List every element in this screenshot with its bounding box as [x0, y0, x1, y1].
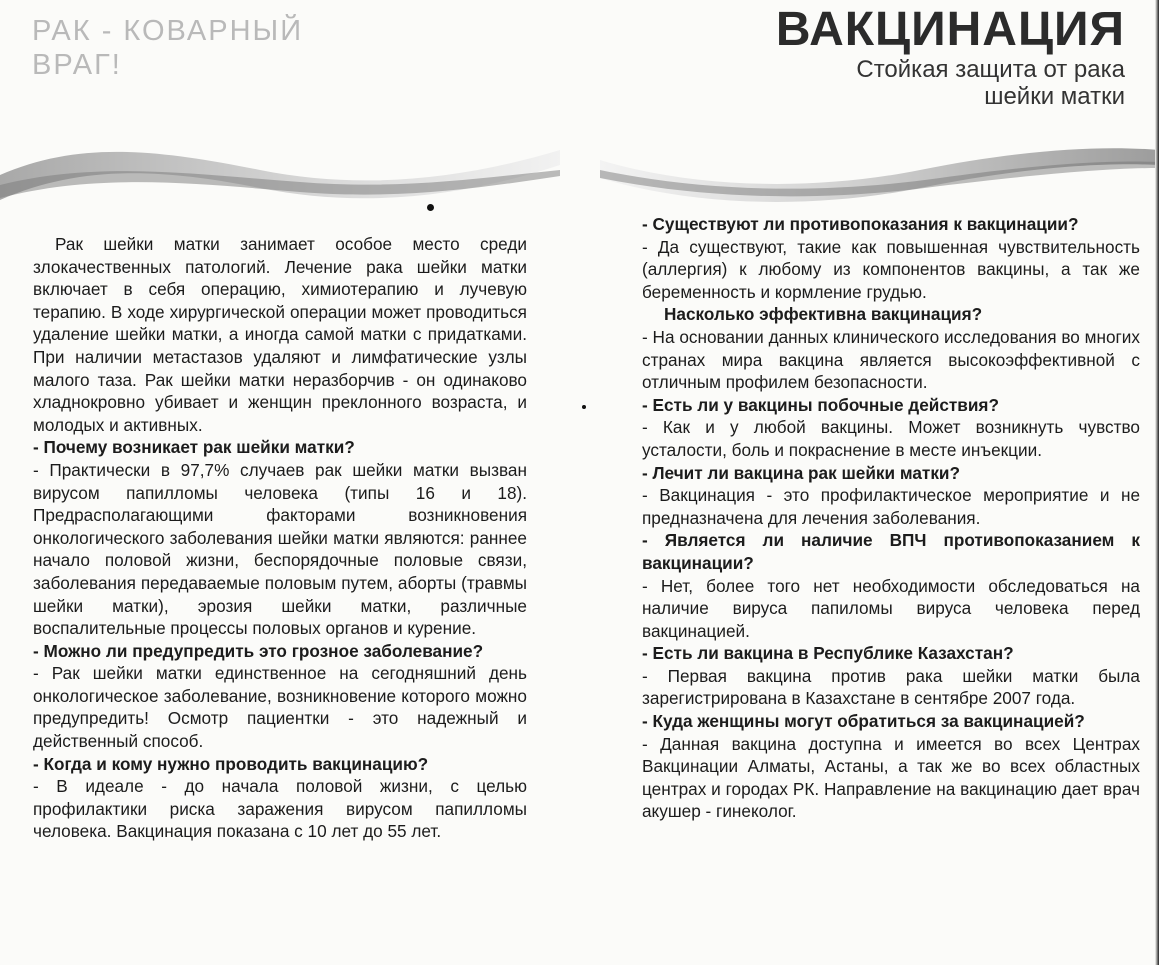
left-question-2: - Можно ли предупредить это грозное заболевание?	[33, 640, 484, 661]
left-answer-3: - В идеале - до начала половой жизни, с целью профилактики риска заражения вирусом папилломы человека. Вакцинация показана с 10 лет до 55 лет.	[33, 776, 527, 842]
right-question-1: - Существуют ли противопоказания к вакцинации?	[642, 214, 1079, 234]
right-answer-7: - Данная вакцина доступна и имеется во всех Центрах Вакцинации Алматы, Астаны, а так же во всех областных центрах и городах РК. Направление на вакцинацию дает врач акушер - гинеколог.	[642, 733, 1140, 822]
subtitle-line1: Стойкая защита от рака	[856, 56, 1125, 83]
scan-speck	[427, 204, 434, 211]
right-question-2: Насколько эффективна вакцинация?	[664, 304, 983, 325]
left-answer-2: - Рак шейки матки единственное на сегодняшний день онкологическое заболевание, возникновение которого можно предупредить! Осмотр пациентки - это надежный и действенный способ.	[33, 663, 527, 752]
right-page-subtitle	[856, 56, 1125, 110]
right-question-5: - Является ли наличие ВПЧ противопоказанием к вакцинации?	[642, 530, 1140, 573]
left-title-line2: ВРАГ!	[32, 49, 122, 81]
right-wave-decoration	[600, 120, 1159, 220]
right-answer-1: - Да существуют, такие как повышенная чувствительность (аллергия) к любому из компонентов вакцины, а так же беременность и кормление грудью.	[642, 236, 1140, 302]
scan-speck	[582, 405, 586, 409]
left-page	[0, 0, 560, 965]
right-question-6: - Есть ли вакцина в Республике Казахстан?	[642, 643, 1014, 664]
left-question-3: - Когда и кому нужно проводить вакцинацию?	[33, 753, 429, 774]
left-answer-1: - Практически в 97,7% случаев рак шейки матки вызван вирусом папилломы человека (типы 16 и 18). Предрасполагающими факторами возникновения онкологического заболевания шейки матки являются: раннее начало половой жизни, беспорядочные половые связи, заболевания передаваемые половым путем, аборты (травмы шейки матки), эрозия шейки матки, различные воспалительные процессы половых органов и курение.	[33, 459, 527, 639]
left-wave-decoration	[0, 120, 560, 220]
right-page-title: ВАКЦИНАЦИЯ	[775, 3, 1125, 56]
scan-right-edge	[1155, 0, 1159, 965]
left-question-1: - Почему возникает рак шейки матки?	[33, 437, 355, 458]
right-article	[642, 213, 1140, 823]
right-answer-2: - На основании данных клинического исследования во многих странах мира вакцина является высокоэффективной с отличным профилем безопасности.	[642, 326, 1140, 393]
right-answer-6: - Первая вакцина против рака шейки матки была зарегистрирована в Казахстане в сентябре 2007 года.	[642, 665, 1140, 709]
right-question-4: - Лечит ли вакцина рак шейки матки?	[642, 462, 960, 483]
right-page	[600, 0, 1159, 965]
right-answer-5: - Нет, более того нет необходимости обследоваться на наличие вируса папиломы вируса человека перед вакцинацией.	[642, 575, 1140, 641]
subtitle-line2: шейки матки	[984, 83, 1125, 110]
left-page-title	[32, 14, 303, 82]
left-title-line1: РАК - КОВАРНЫЙ	[32, 15, 304, 47]
right-answer-4: - Вакцинация - это профилактическое мероприятие и не предназначена для лечения заболевания.	[642, 485, 1140, 528]
left-article	[33, 233, 527, 843]
right-answer-3: - Как и у любой вакцины. Может возникнуть чувство усталости, боль и покраснение в месте инъекции.	[642, 417, 1140, 460]
right-question-7: - Куда женщины могут обратиться за вакцинацией?	[642, 711, 1085, 732]
right-question-3: - Есть ли у вакцины побочные действия?	[642, 394, 999, 415]
intro-paragraph: Рак шейки матки занимает особое место среди злокачественных патологий. Лечение рака шейки матки включает в себя операцию, химиотерапию и лучевую терапию. В ходе хирургической операции может проводиться удаление шейки матки, а иногда самой матки с придатками. При наличии метастазов удаляют и лимфатические узлы малого таза. Рак шейки матки неразборчив - он одинаково хладнокровно убивает и женщин преклонного возраста, и молодых и активных.	[33, 234, 527, 435]
